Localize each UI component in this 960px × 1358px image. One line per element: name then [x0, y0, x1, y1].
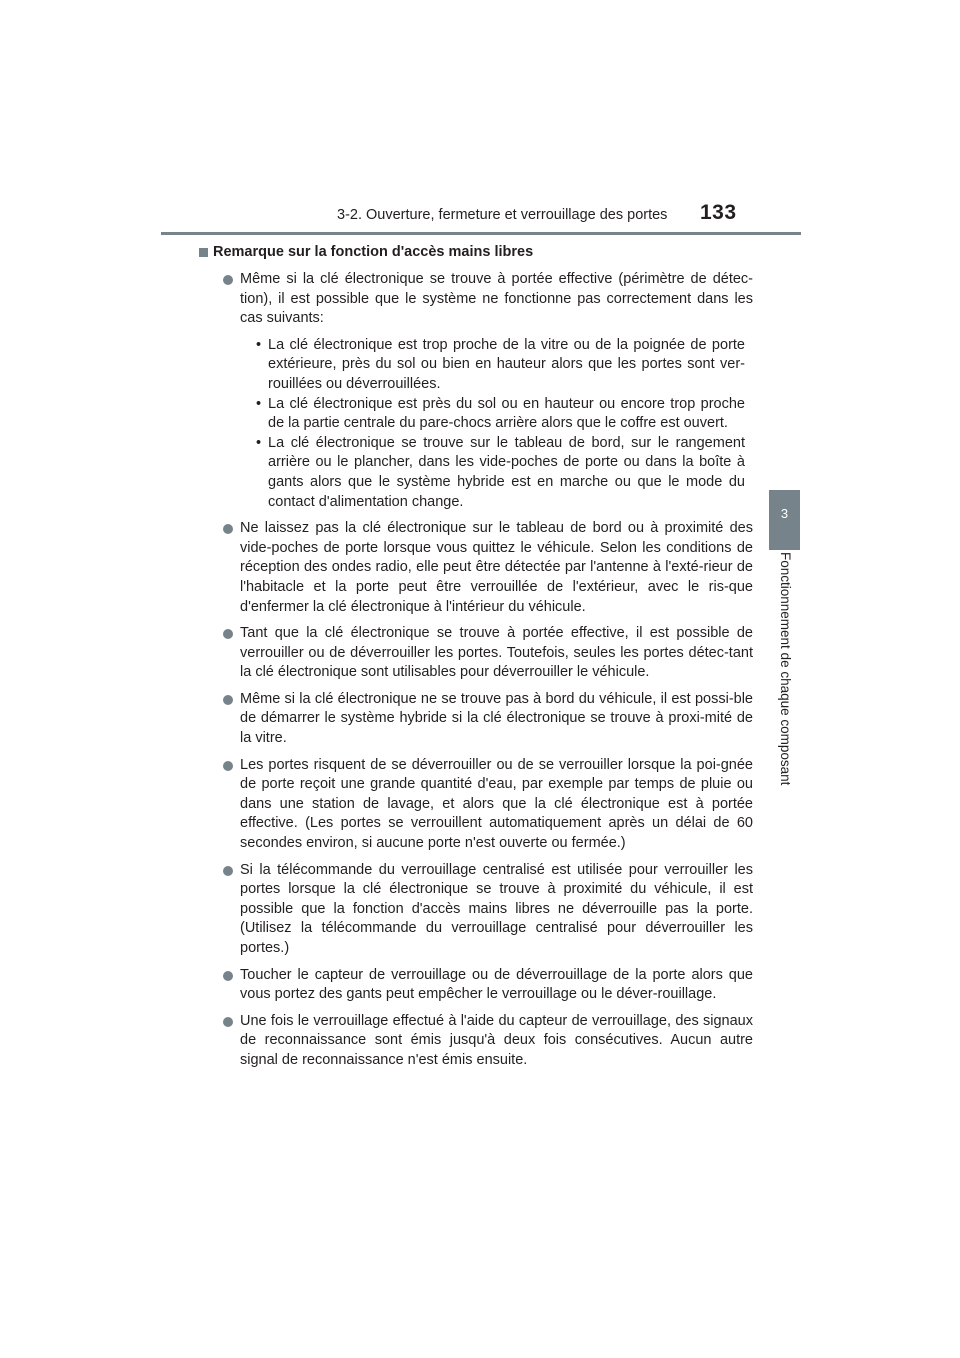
chapter-title: Fonctionnement de chaque composant — [778, 552, 793, 786]
circle-bullet-icon — [223, 629, 233, 639]
page-number: 133 — [700, 201, 737, 224]
square-bullet-icon — [199, 248, 208, 257]
sub-list — [256, 336, 745, 512]
sub-list-item: • La clé électronique se trouve sur le tableau de bord, sur le rangement arrière ou le plancher, dans les vide-poches de porte ou dans la boîte à gants alors que le système hybride est en marche ou que le mode du contact d'alimentation change. — [256, 434, 745, 510]
list-item-text: Même si la clé électronique se trouve à portée effective (périmètre de détec-tion), il est possible que le système ne fonctionne pas correctement dans les cas suivants: — [240, 271, 753, 327]
sub-list-item-text: La clé électronique est trop proche de la vitre ou de la poignée de porte extérieure, près du sol ou bien en hauteur alors que les portes sont ver-rouillées ou déverrouillées. — [268, 336, 745, 392]
page-content — [213, 240, 753, 1078]
circle-bullet-icon — [223, 866, 233, 876]
sub-list-item: • La clé électronique est trop proche de la vitre ou de la poignée de porte extérieure, près du sol ou bien en hauteur alors que les portes sont ver-rouillées ou déverrouillées. — [256, 336, 745, 392]
header-rule — [161, 232, 801, 235]
list-item-text: Les portes risquent de se déverrouiller ou de se verrouiller lorsque la poi-gnée de porte reçoit une grande quantité d'eau, par exemple par temps de pluie ou dans une station de lavage, et alors que la clé électronique est à portée effective. (Les portes se verrouillent automatiquement après un délai de 60 secondes environ, si aucune porte n'est ouverte ou fermée.) — [240, 756, 753, 852]
list-item-text: Si la télécommande du verrouillage centralisé est utilisée pour verrouiller les portes lorsque la clé électronique se trouve à proximité du véhicule, il est possible que la fonction d'accès mains libres ne déverrouille pas la porte. (Utilisez la télécommande du verrouillage centralisé pour déverrouiller les portes.) — [240, 861, 753, 956]
circle-bullet-icon — [223, 524, 233, 534]
sub-list-item-text: La clé électronique est près du sol ou en hauteur ou encore trop proche de la partie centrale du pare-chocs arrière alors que le coffre est ouvert. — [268, 395, 745, 432]
list-item-text: Toucher le capteur de verrouillage ou de déverrouillage de la porte alors que vous portez des gants peut empêcher le verrouillage ou le déver-rouillage. — [240, 966, 753, 1003]
circle-bullet-icon — [223, 695, 233, 705]
circle-bullet-icon — [223, 1017, 233, 1027]
list-item-text: Tant que la clé électronique se trouve à portée effective, il est possible de verrouiller ou de déverrouiller les portes. Toutefois, seules les portes détec-tant la clé électronique sont utilisables pour déverrouiller le véhicule. — [240, 625, 753, 681]
list-item — [213, 1012, 753, 1071]
list-item — [213, 861, 753, 959]
sub-list-item-text: La clé électronique se trouve sur le tableau de bord, sur le rangement arrière ou le plancher, dans les vide-poches de porte ou dans la boîte à gants alors que le système hybride est en marche ou que le mode du contact d'alimentation change. — [268, 434, 745, 510]
sub-list-item: • La clé électronique est près du sol ou en hauteur ou encore trop proche de la partie centrale du pare-chocs arrière alors que le coffre est ouvert. — [256, 395, 745, 432]
list-item-text: Ne laissez pas la clé électronique sur le tableau de bord ou à proximité des vide-poches de porte lorsque vous quittez le véhicule. Selon les conditions de réception des ondes radio, elle peut être détectée par l'antenne à l'exté-rieur de l'habitacle et la porte peut être verrouillée de l'extérieur, avec le ris-que d'enfermer la clé électronique à l'intérieur du véhicule. — [240, 520, 753, 615]
list-item — [213, 966, 753, 1005]
section-heading-text: Remarque sur la fonction d'accès mains libres — [213, 244, 534, 260]
list-item — [213, 690, 753, 749]
chapter-number: 3 — [780, 506, 789, 521]
circle-bullet-icon — [223, 275, 233, 285]
section-heading — [199, 240, 753, 264]
list-item — [213, 519, 753, 617]
list-item — [213, 624, 753, 683]
circle-bullet-icon — [223, 761, 233, 771]
list-item-text: Même si la clé électronique ne se trouve pas à bord du véhicule, il est possi-ble de démarrer le système hybride si la clé électronique se trouve à proxi-mité de la vitre. — [240, 690, 753, 747]
section-title: 3-2. Ouverture, fermeture et verrouillage des portes — [337, 207, 668, 223]
list-item-text: Une fois le verrouillage effectué à l'aide du capteur de verrouillage, des signaux de reconnaissance sont émis jusqu'à deux fois consécutives. Aucun autre signal de reconnaissance n'est émis ensuite. — [240, 1012, 753, 1068]
list-item — [213, 270, 753, 512]
list-item — [213, 756, 753, 854]
circle-bullet-icon — [223, 971, 233, 981]
